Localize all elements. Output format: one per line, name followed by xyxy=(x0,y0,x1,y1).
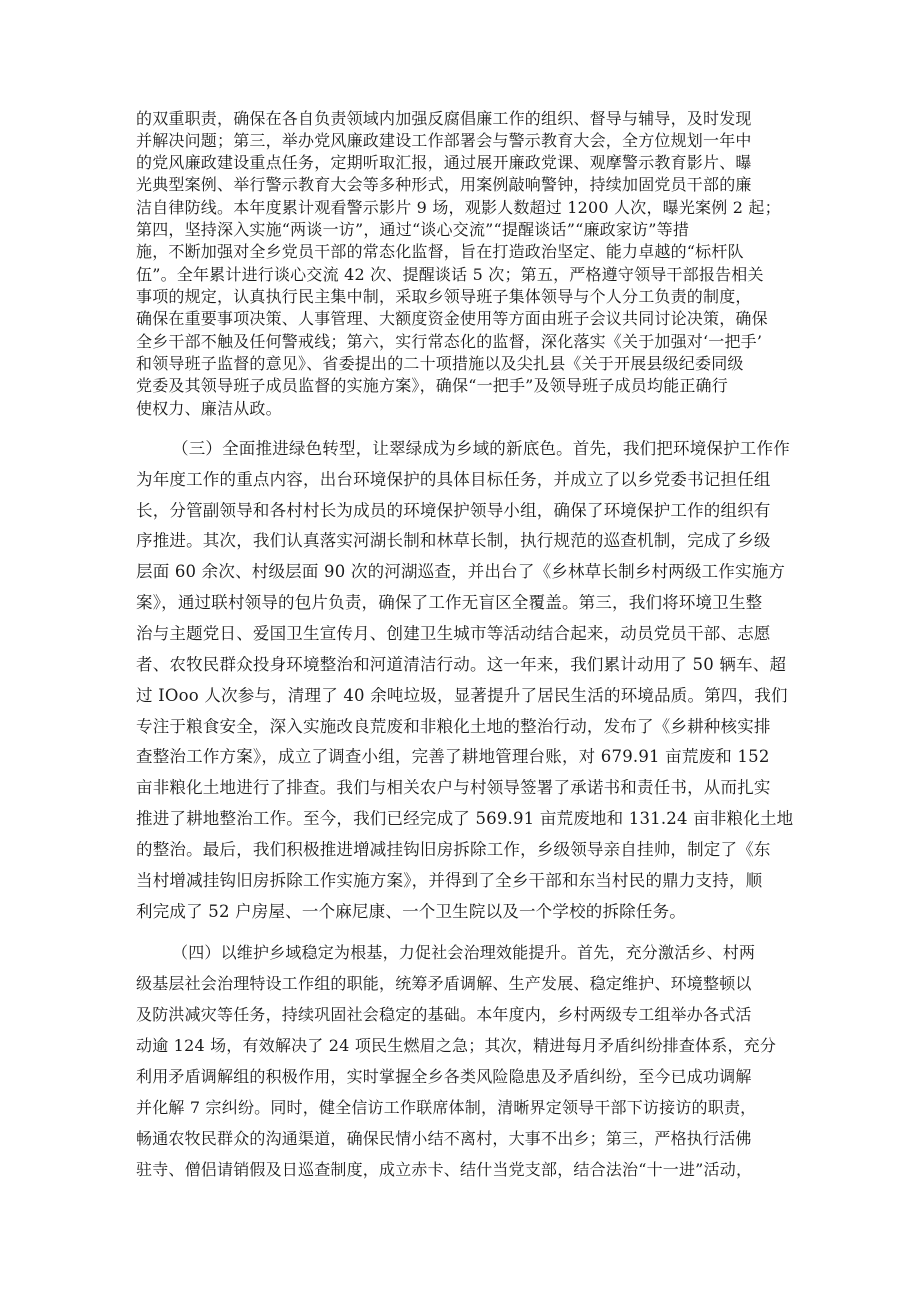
text-line: 施，不断加强对全乡党员干部的常态化监督，旨在打造政治坚定、能力卓越的“标杆队 xyxy=(136,242,744,261)
text-line: 确保在重要事项决策、人事管理、大额度资金使用等方面由班子会议共同讨论决策，确保 xyxy=(136,309,768,328)
text-line: 并化解 7 宗纠纷。同时，健全信访工作联席体制，清晰界定领导干部下访接访的职责， xyxy=(136,1098,757,1117)
text-line: 使权力、廉洁从政。 xyxy=(136,399,282,418)
text-line: 查整治工作方案》，成立了调查小组，完善了耕地管理台账，对 679.91 亩荒废和 152 xyxy=(136,747,770,766)
text-line: 级基层社会治理特设工作组的职能，统筹矛盾调解、生产发展、稳定维护、环境整顿以 xyxy=(136,974,752,993)
text-line: 当村增减挂钩旧房拆除工作实施方案》，并得到了全乡干部和东当村民的鼎力支持，顺 xyxy=(136,871,763,890)
text-line: 动逾 124 场，有效解决了 24 项民生燃眉之急；其次，精进每月矛盾纠纷排查体系，充分 xyxy=(136,1036,777,1055)
text-line: 案》，通过联村领导的包片负责，确保了工作无盲区全覆盖。第三，我们将环境卫生整 xyxy=(136,593,763,612)
text-line: 专注于粮食安全，深入实施改良荒废和非粮化土地的整治行动，发布了《乡耕种核实排 xyxy=(136,717,771,736)
text-line: 和领导班子监督的意见》、省委提出的二十项措施以及尖扎县《关于开展县级纪委同级 xyxy=(136,354,744,373)
text-line: 治与主题党日、爱国卫生宣传月、创建卫生城市等活动结合起来，动员党员干部、志愿 xyxy=(136,624,771,643)
text-line: 驻寺、僧侣请销假及日巡查制度，成立赤卡、结什当党支部，结合法治“十一进”活动， xyxy=(136,1160,753,1179)
text-line: 推进了耕地整治工作。至今，我们已经完成了 569.91 亩荒废地和 131.24 亩非粮化土地 xyxy=(136,809,794,828)
text-line: 为年度工作的重点内容，出台环境保护的具体目标任务，并成立了以乡党委书记担任组 xyxy=(136,470,771,489)
text-line: （四）以维护乡域稳定为根基，力促社会治理效能提升。首先，充分激活乡、村两 xyxy=(172,943,756,962)
text-line: 畅通农牧民群众的沟通渠道，确保民情小结不离村，大事不出乡；第三，严格执行活佛 xyxy=(136,1129,752,1148)
text-line: 第四，坚持深入实施“两谈一访”，通过“谈心交流”“提醒谈话”“廉政家访”等措 xyxy=(136,220,690,239)
text-line: 者、农牧民群众投身环境整治和河道清洁行动。这一年来，我们累计动用了 50 辆车、超 xyxy=(136,655,787,674)
text-line: 过 IOoo 人次参与，清理了 40 余吨垃圾，显著提升了居民生活的环境品质。第四，我们 xyxy=(136,686,788,705)
text-line: 全乡干部不触及任何警戒线；第六，实行常态化的监督，深化落实《关于加强对‘一把手’ xyxy=(136,332,763,351)
text-line: 层面 60 余次、村级层面 90 次的河湖巡查，并出台了《乡林草长制乡村两级工作实施方 xyxy=(136,562,786,581)
text-line: 利完成了 52 户房屋、一个麻尼康、一个卫生院以及一个学校的拆除任务。 xyxy=(136,902,686,921)
text-line: 长，分管副领导和各村村长为成员的环境保护领导小组，确保了环境保护工作的组织有 xyxy=(136,501,771,520)
text-line: 党委及其领导班子成员监督的实施方案》，确保“一把手”及领导班子成员均能正确行 xyxy=(136,376,728,395)
text-line: 亩非粮化土地进行了排查。我们与相关农户与村领导签署了承诺书和责任书，从而扎实 xyxy=(136,778,771,797)
text-line: 序推进。其次，我们认真落实河湖长制和林草长制，执行规范的巡查机制，完成了乡级 xyxy=(136,531,771,550)
text-line: 的党风廉政建设重点任务，定期听取汇报，通过展开廉政党课、观摩警示教育影片、曝 xyxy=(136,153,752,172)
text-line: 利用矛盾调解组的积极作用，实时掌握全乡各类风险隐患及矛盾纠纷，至今已成功调解 xyxy=(136,1067,752,1086)
text-line: 伍”。全年累计进行谈心交流 42 次、提醒谈话 5 次；第五，严格遵守领导干部报告相关 xyxy=(136,265,764,284)
text-line: 光典型案例、举行警示教育大会等多种形式，用案例敲响警钟，持续加固党员干部的廉 xyxy=(136,175,752,194)
text-line: 的双重职责，确保在各自负责领域内加强反腐倡廉工作的组织、督导与辅导，及时发现 xyxy=(136,109,752,128)
text-line: 事项的规定，认真执行民主集中制，采取乡领导班子集体领导与个人分工负责的制度， xyxy=(136,287,752,306)
text-line: 洁自律防线。本年度累计观看警示影片 9 场，观影人数超过 1200 人次，曝光案例 2 起； xyxy=(136,198,781,217)
text-line: 并解决问题；第三，举办党风廉政建设工作部署会与警示教育大会，全方位规划一年中 xyxy=(136,131,752,150)
text-line: 的整治。最后，我们积极推进增减挂钩旧房拆除工作，乡级领导亲自挂帅，制定了《东 xyxy=(136,840,771,859)
text-line: （三）全面推进绿色转型，让翠绿成为乡域的新底色。首先，我们把环境保护工作作 xyxy=(172,439,790,458)
text-line: 及防洪减灾等任务，持续巩固社会稳定的基础。本年度内，乡村两级专工组举办各式活 xyxy=(136,1005,752,1024)
